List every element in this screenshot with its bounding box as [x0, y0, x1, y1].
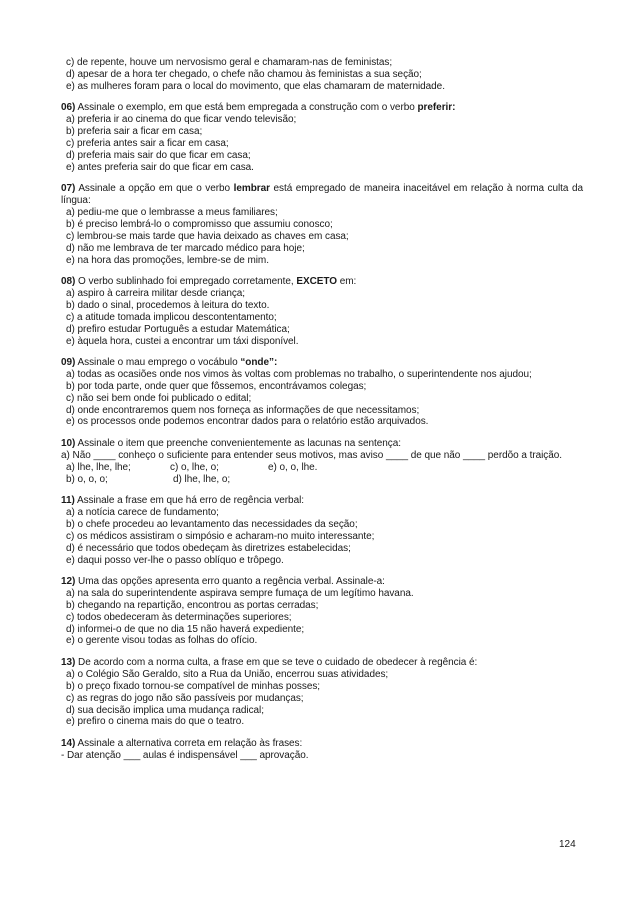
- option-b: b) por toda parte, onde quer que fôssemos, encontrávamos colegas;: [66, 380, 367, 392]
- option-a: a) aspiro à carreira militar desde criança;: [66, 287, 246, 299]
- option-d: d) onde encontraremos quem nos forneça as informações de que necessitamos;: [66, 404, 420, 416]
- question-number: 13): [61, 656, 76, 668]
- question-number: 10): [61, 437, 76, 449]
- option-e: e) o, o, lhe.: [268, 461, 318, 473]
- option-c: c) lembrou-se mais tarde que havia deixado as chaves em casa;: [66, 230, 349, 242]
- option-c: c) o, lhe, o;: [170, 461, 219, 473]
- question-keyword: EXCETO: [296, 276, 338, 287]
- option-e: e) antes preferia sair do que ficar em casa.: [66, 161, 254, 173]
- option-c: c) os médicos assistiram o simpósio e acharam-no muito interessante;: [66, 530, 375, 542]
- question-06: [61, 102, 583, 173]
- option-b: b) preferia sair a ficar em casa;: [66, 126, 203, 138]
- question-number: 08): [61, 276, 76, 287]
- option-d: d) é necessário que todos obedeçam às diretrizes estabelecidas;: [66, 542, 351, 554]
- option-a: a) pediu-me que o lembrasse a meus familiares;: [66, 206, 278, 218]
- option-d: d) lhe, lhe, o;: [173, 473, 231, 485]
- option-c: c) de repente, houve um nervosismo geral e chamaram-nas de feministas;: [66, 57, 393, 68]
- prev-question-options: [61, 57, 583, 93]
- exercise-list: [61, 57, 583, 762]
- question-number: 14): [61, 737, 76, 749]
- question-stem: 06) Assinale o exemplo, em que está bem empregada a construção com o verbo preferir:: [61, 102, 456, 114]
- question-08: [61, 276, 583, 347]
- option-e: e) àquela hora, custei a encontrar um táxi disponível.: [66, 335, 299, 347]
- option-c: c) não sei bem onde foi publicado o edital;: [66, 392, 252, 404]
- option-a: a) todas as ocasiões onde nos vimos às voltas com problemas no trabalho, o superintendente nos ajudou;: [66, 368, 532, 380]
- option-e: e) os processos onde podemos encontrar dados para o relatório estão arquivados.: [66, 416, 429, 428]
- option-c: c) todos obedeceram às determinações superiores;: [66, 611, 292, 623]
- question-stem: 14) Assinale a alternativa correta em relação às frases:: [61, 737, 303, 749]
- option-b: b) o, o, o;: [66, 473, 108, 485]
- question-sentence: a) Não ____ conheço o suficiente para entender seus motivos, mas aviso ____ de que não ____ perdõo a traição.: [61, 449, 562, 461]
- question-sentence: - Dar atenção ___ aulas é indispensável ___ aprovação.: [61, 749, 309, 761]
- question-number: 07): [61, 183, 76, 195]
- option-a: a) lhe, lhe, lhe;: [66, 461, 131, 473]
- options-row-2: [61, 474, 583, 486]
- option-d: d) apesar de a hora ter chegado, o chefe não chamou às feministas a sua seção;: [66, 68, 422, 80]
- question-07: [61, 183, 583, 266]
- option-b: b) chegando na repartição, encontrou as portas cerradas;: [66, 599, 319, 611]
- question-number: 11): [61, 495, 75, 506]
- option-a: a) na sala do superintendente aspirava sempre fumaça de um legítimo havana.: [66, 587, 414, 599]
- option-b: b) dado o sinal, procedemos à leitura do texto.: [66, 299, 270, 311]
- option-d: d) preferia mais sair do que ficar em casa;: [66, 149, 251, 161]
- question-number: 12): [61, 575, 76, 587]
- option-b: b) o chefe procedeu ao levantamento das necessidades da seção;: [66, 518, 358, 530]
- option-e: e) daqui posso ver-lhe o passo oblíquo e trôpego.: [66, 554, 284, 566]
- option-d: d) prefiro estudar Português a estudar Matemática;: [66, 323, 290, 335]
- question-number: 06): [61, 102, 76, 114]
- option-e: e) o gerente visou todas as folhas do ofício.: [66, 635, 258, 647]
- option-b: b) o preço fixado tornou-se compatível de minhas posses;: [66, 680, 321, 692]
- option-d: d) sua decisão implica uma mudança radical;: [66, 704, 264, 716]
- option-a: a) o Colégio São Geraldo, sito a Rua da União, encerrou suas atividades;: [66, 668, 389, 680]
- question-keyword: lembrar: [233, 183, 270, 195]
- question-stem: 13) De acordo com a norma culta, a frase em que se teve o cuidado de obedecer à regência é:: [61, 656, 478, 668]
- question-13: [61, 657, 583, 728]
- option-e: e) na hora das promoções, lembre-se de mim.: [66, 254, 269, 266]
- question-keyword: “onde”:: [240, 356, 278, 368]
- question-11: [61, 495, 583, 566]
- question-stem: 08) O verbo sublinhado foi empregado corretamente, EXCETO em:: [61, 276, 357, 287]
- option-d: d) não me lembrava de ter marcado médico para hoje;: [66, 242, 305, 254]
- question-14: [61, 738, 583, 762]
- question-stem: 07) Assinale a opção em que o verbo lembrar está empregado de maneira inaceitável em relação à norma culta da língua:: [61, 183, 583, 207]
- question-stem: 09) Assinale o mau emprego o vocábulo “onde”:: [61, 356, 278, 368]
- options-row-1: [61, 462, 583, 474]
- option-c: c) preferia antes sair a ficar em casa;: [66, 137, 229, 149]
- option-e: e) prefiro o cinema mais do que o teatro.: [66, 716, 245, 728]
- page-number: 124: [559, 839, 576, 850]
- option-b: b) é preciso lembrá-lo o compromisso que assumiu conosco;: [66, 218, 333, 230]
- option-c: c) as regras do jogo não são passíveis por mudanças;: [66, 692, 304, 704]
- question-keyword: preferir:: [417, 102, 456, 114]
- question-stem: 10) Assinale o item que preenche convenientemente as lacunas na sentença:: [61, 437, 401, 449]
- question-12: [61, 576, 583, 647]
- question-number: 09): [61, 356, 76, 368]
- option-a: a) preferia ir ao cinema do que ficar vendo televisão;: [66, 114, 297, 126]
- question-stem: 11) Assinale a frase em que há erro de regência verbal:: [61, 495, 304, 506]
- question-09: [61, 357, 583, 428]
- question-stem: 12) Uma das opções apresenta erro quanto a regência verbal. Assinale-a:: [61, 575, 385, 587]
- option-d: d) informei-o de que no dia 15 não haverá expediente;: [66, 623, 305, 635]
- option-a: a) a notícia carece de fundamento;: [66, 506, 219, 518]
- question-10: [61, 438, 583, 486]
- option-c: c) a atitude tomada implicou descontentamento;: [66, 311, 277, 323]
- option-e: e) as mulheres foram para o local do movimento, que elas chamaram de maternidade.: [66, 80, 445, 92]
